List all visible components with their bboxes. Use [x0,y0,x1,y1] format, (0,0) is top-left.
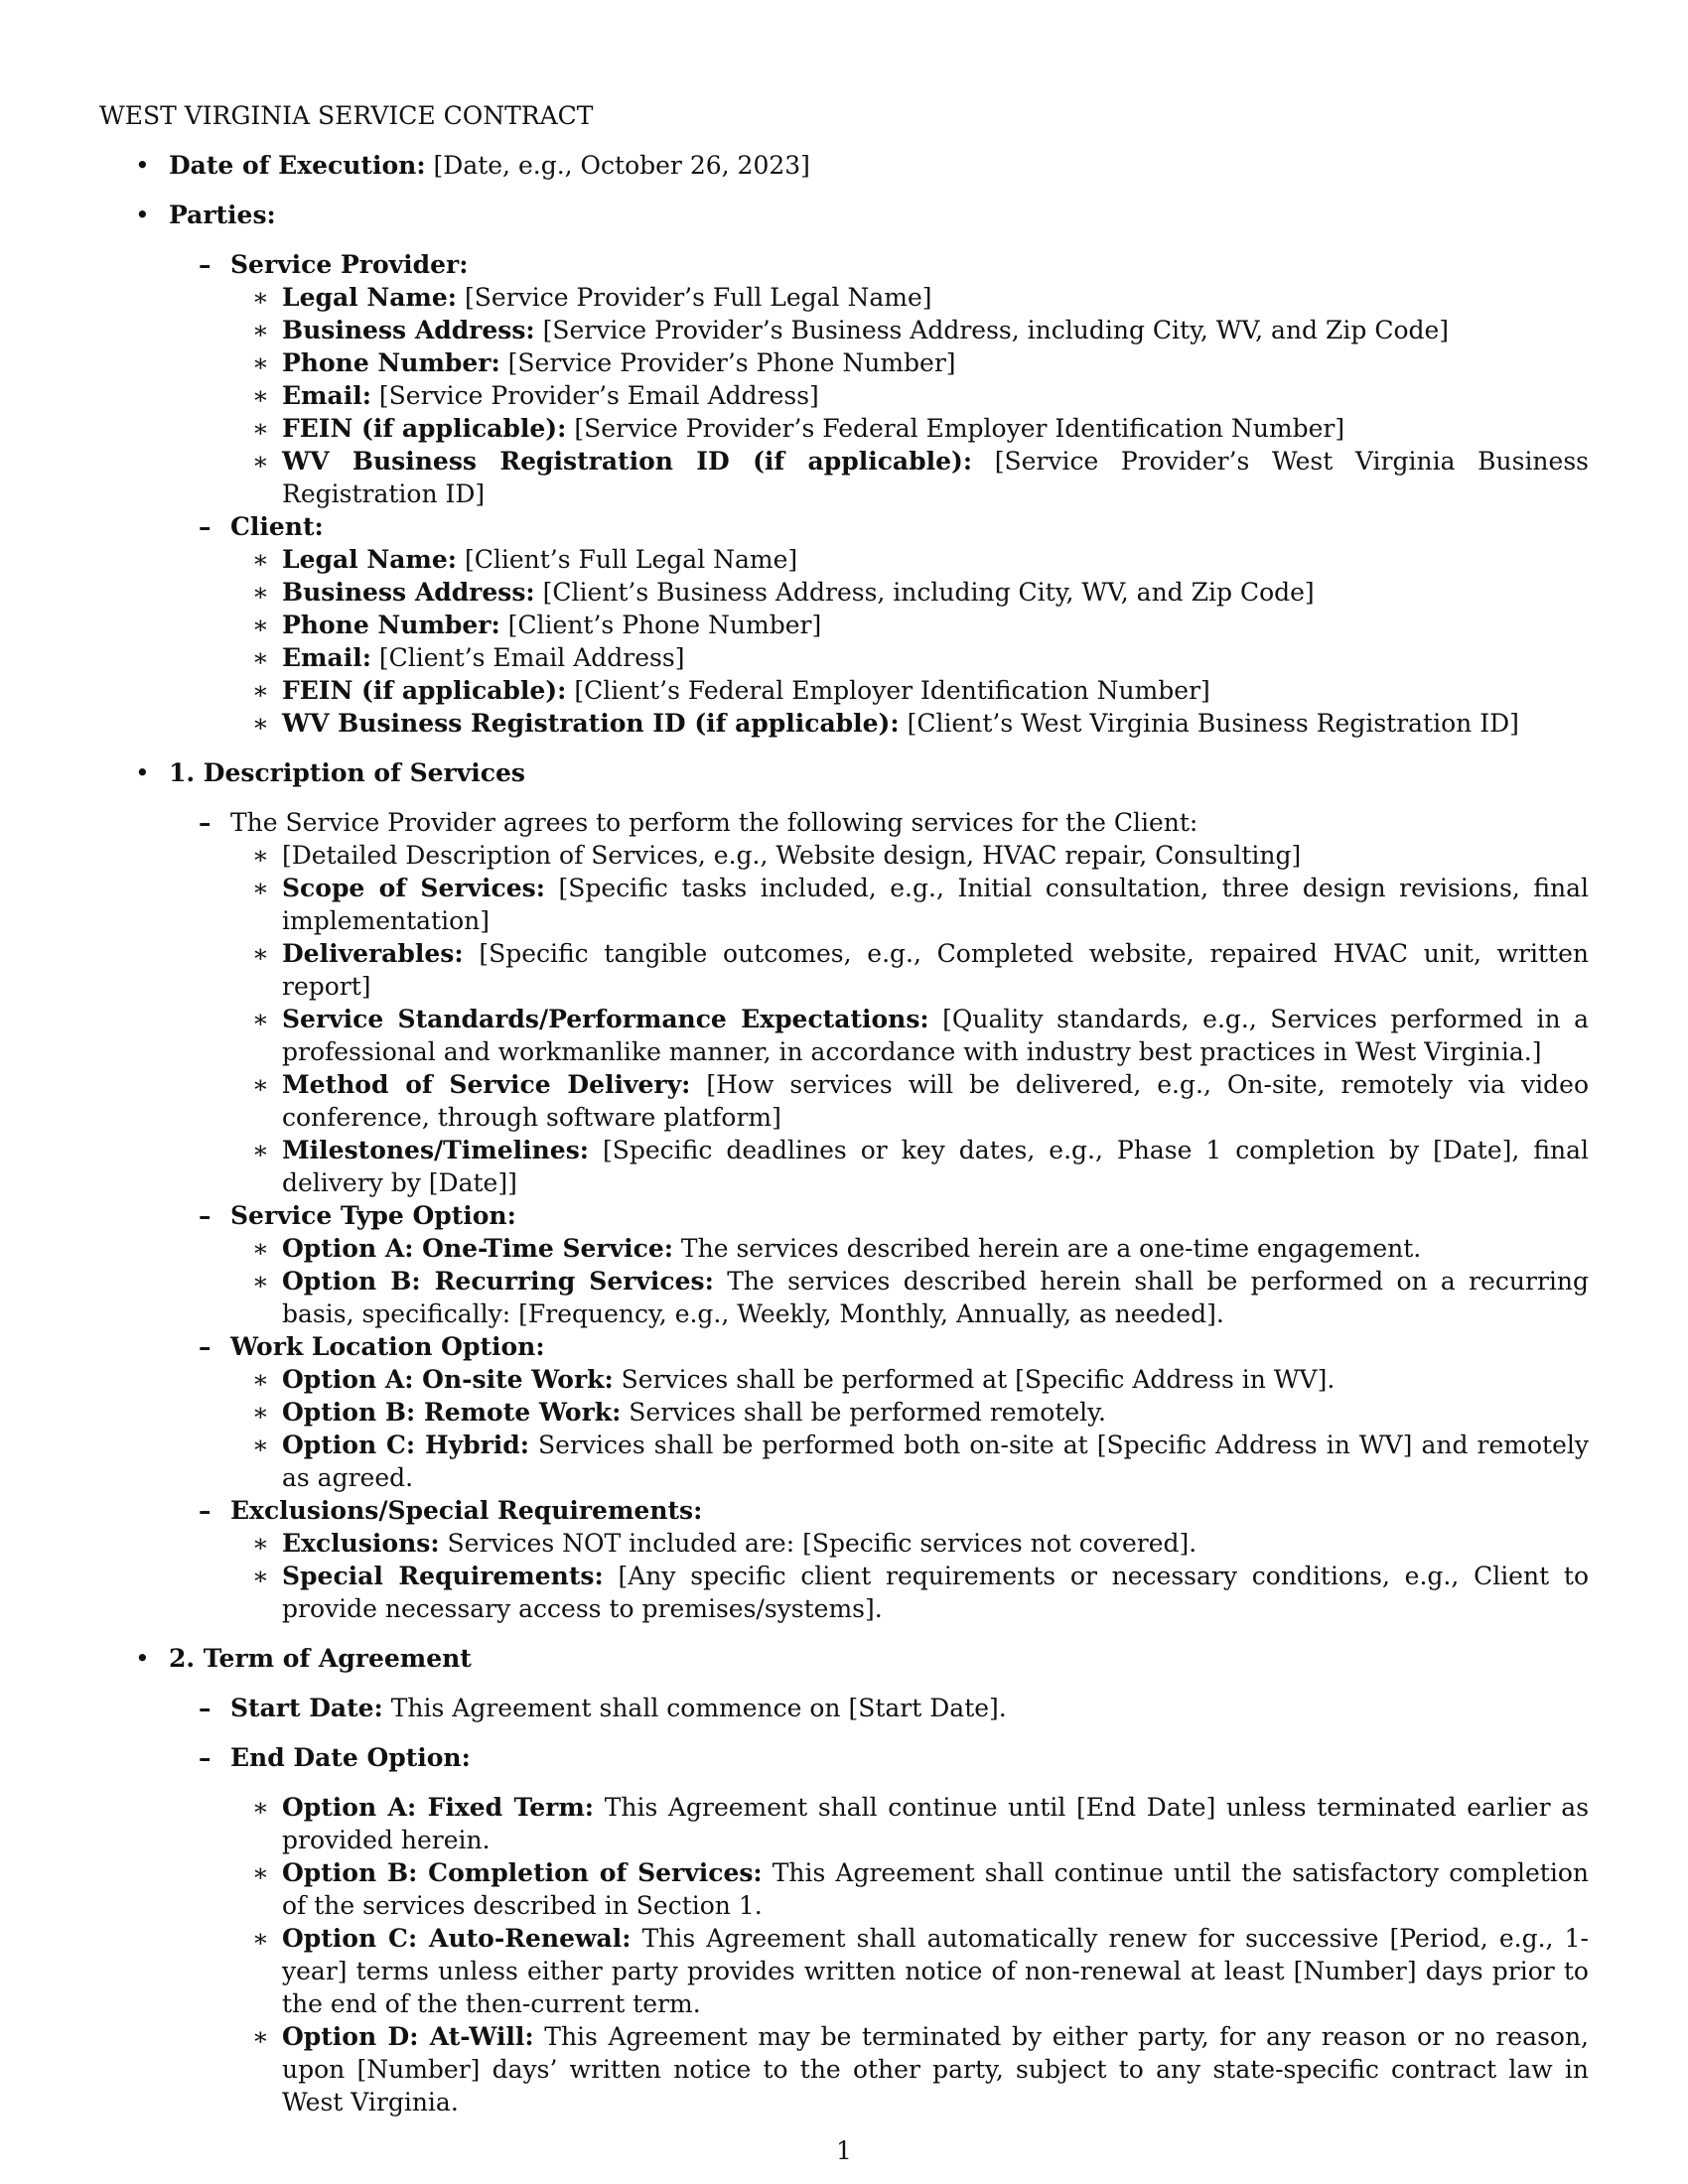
field-value: [Service Provider’s West Virginia Business Registration ID] [282,447,1589,508]
list-item [230,1134,1589,1199]
list-item [230,281,1589,314]
field-value: [Service Provider’s Business Address, including City, WV, and Zip Code] [542,316,1450,344]
list-item [230,1232,1589,1265]
list-item [230,839,1589,872]
list-item [230,674,1589,707]
list-item [230,1396,1589,1429]
field-value: [Specific tangible outcomes, e.g., Completed website, repaired HVAC unit, written report] [282,939,1589,1001]
list-item [230,1265,1589,1330]
field-value: [Client’s Phone Number] [507,611,822,639]
section-heading: 2. Term of Agreement [169,1644,472,1673]
section-1-list [169,806,1589,1625]
client-fields [230,543,1589,740]
parties-list [169,248,1589,740]
field-value: This Agreement shall commence on [Start Date]. [390,1694,1007,1722]
field-value: [Client’s West Virginia Business Registration ID] [907,709,1519,738]
work-location-options [230,1363,1589,1494]
list-item [230,379,1589,412]
option-text: This Agreement shall continue until [End Date] unless terminated earlier as provided herein. [282,1793,1590,1854]
option-label: Option A: Fixed Term: [282,1793,595,1822]
field-label: Business Address: [282,578,535,607]
option-label: Option B: Recurring Services: [282,1267,714,1296]
field-value: [Service Provider’s Federal Employer Identification Number] [574,414,1345,443]
list-item [230,707,1589,740]
group-label: Service Provider: [230,250,469,279]
list-item [230,346,1589,379]
field-value: [Service Provider’s Phone Number] [507,348,956,377]
field-label: Method of Service Delivery: [282,1070,691,1099]
field-value: [Client’s Email Address] [378,643,685,672]
field-label: Phone Number: [282,611,500,639]
field-label: Date of Execution: [169,151,426,180]
field-label: Email: [282,381,371,410]
list-item [230,543,1589,576]
option-text: This Agreement may be terminated by either party, for any reason or no reason, upon [Number] days’ written notice to the other party, subject to any state-specific contract law in West Virginia. [282,2022,1590,2116]
field-label: Start Date: [230,1694,383,1722]
option-label: Option C: Hybrid: [282,1431,529,1459]
option-text: Services shall be performed both on-site at [Specific Address in WV] and remotely as agreed. [282,1431,1589,1492]
end-date-group [169,1741,1589,2118]
field-value: [Specific tasks included, e.g., Initial consultation, three design revisions, final implementation] [282,874,1590,935]
list-item [230,445,1589,510]
section-heading: 1. Description of Services [169,758,525,787]
list-item [230,1527,1589,1560]
list-item [230,1429,1589,1494]
service-type-group [169,1199,1589,1330]
list-item [230,937,1589,1003]
section-1-description [99,756,1589,1625]
option-label: Option A: On-site Work: [282,1365,614,1394]
field-label: Business Address: [282,316,535,344]
section-2-list [169,1692,1589,2118]
field-label: Email: [282,643,371,672]
work-location-group [169,1330,1589,1494]
field-label: WV Business Registration ID (if applicable): [282,709,900,738]
provider-fields [230,281,1589,510]
execution-date-item [99,149,1589,182]
start-date-item [169,1692,1589,1724]
option-text: Services shall be performed remotely. [629,1398,1106,1427]
field-value: [Service Provider’s Email Address] [378,381,819,410]
parties-item [99,199,1589,740]
list-item [230,576,1589,609]
list-item [230,1560,1589,1625]
list-item [230,641,1589,674]
section-2-term [99,1642,1589,2118]
document-page [99,99,1589,2135]
field-value: [Any specific client requirements or necessary conditions, e.g., Client to provide necessary access to premises/systems]. [282,1562,1589,1623]
field-label: Phone Number: [282,348,500,377]
field-label: Service Standards/Performance Expectations: [282,1005,929,1033]
field-value: [Date, e.g., October 26, 2023] [433,151,810,180]
intro-text: The Service Provider agrees to perform the following services for the Client: [230,808,1198,837]
list-item [230,872,1589,937]
list-item [230,2020,1589,2118]
page-number: 1 [836,2136,852,2165]
field-label: Legal Name: [282,545,458,574]
exclusions-items [230,1527,1589,1625]
list-item [230,1922,1589,2020]
list-item [230,1068,1589,1134]
page-title: WEST VIRGINIA SERVICE CONTRACT [99,101,594,130]
field-value: [Quality standards, e.g., Services performed in a professional and workmanlike manner, in accordance with industry best practices in West Virginia.] [282,1005,1590,1066]
contract-outline [99,149,1589,2118]
option-text: Services shall be performed at [Specific Address in WV]. [621,1365,1336,1394]
group-label: Client: [230,512,324,541]
option-text: The services described herein shall be performed on a recurring basis, specifically: [Frequency, e.g., Weekly, Monthly, Annually, as needed]. [282,1267,1589,1328]
exclusions-group [169,1494,1589,1625]
list-item [230,412,1589,445]
field-value: [Service Provider’s Full Legal Name] [464,283,932,312]
field-label: Legal Name: [282,283,458,312]
option-text: This Agreement shall automatically renew for successive [Period, e.g., 1-year] terms unless either party provides written notice of non-renewal at least [Number] days prior to the end of the then-current term. [282,1924,1589,2018]
field-label: Deliverables: [282,939,464,968]
option-label: Option A: One-Time Service: [282,1234,673,1263]
field-value: [Detailed Description of Services, e.g., Website design, HVAC repair, Consulting] [282,841,1302,870]
field-value: [Client’s Business Address, including City, WV, and Zip Code] [542,578,1315,607]
services-details [230,839,1589,1199]
field-label: Special Requirements: [282,1562,604,1590]
field-label: Scope of Services: [282,874,545,902]
list-item [230,609,1589,641]
client-group [169,510,1589,740]
option-label: Option B: Completion of Services: [282,1858,763,1887]
field-value: [Client’s Federal Employer Identification Number] [574,676,1210,705]
option-text: The services described herein are a one-time engagement. [680,1234,1422,1263]
field-value: [Client’s Full Legal Name] [464,545,798,574]
field-value: [How services will be delivered, e.g., On-site, remotely via video conference, through software platform] [282,1070,1589,1132]
list-item [230,1791,1589,1856]
list-item [230,1363,1589,1396]
group-label: Service Type Option: [230,1201,516,1230]
field-label: WV Business Registration ID (if applicable): [282,447,973,476]
group-label: End Date Option: [230,1743,471,1772]
list-item [230,1003,1589,1068]
group-label: Work Location Option: [230,1332,545,1361]
provider-group [169,248,1589,510]
option-label: Option C: Auto-Renewal: [282,1924,632,1953]
field-value: [Specific deadlines or key dates, e.g., Phase 1 completion by [Date], final delivery by [Date]] [282,1136,1590,1197]
list-item [230,314,1589,346]
field-value: Services NOT included are: [Specific services not covered]. [447,1529,1197,1558]
section-label: Parties: [169,201,276,229]
option-text: This Agreement shall continue until the satisfactory completion of the services described in Section 1. [282,1858,1589,1920]
field-label: FEIN (if applicable): [282,414,567,443]
list-item [230,1856,1589,1922]
service-type-options [230,1232,1589,1330]
services-intro [169,806,1589,1199]
field-label: Exclusions: [282,1529,440,1558]
field-label: FEIN (if applicable): [282,676,567,705]
option-label: Option B: Remote Work: [282,1398,622,1427]
option-label: Option D: At-Will: [282,2022,534,2051]
group-label: Exclusions/Special Requirements: [230,1496,703,1525]
field-label: Milestones/Timelines: [282,1136,589,1164]
end-date-options [230,1791,1589,2118]
